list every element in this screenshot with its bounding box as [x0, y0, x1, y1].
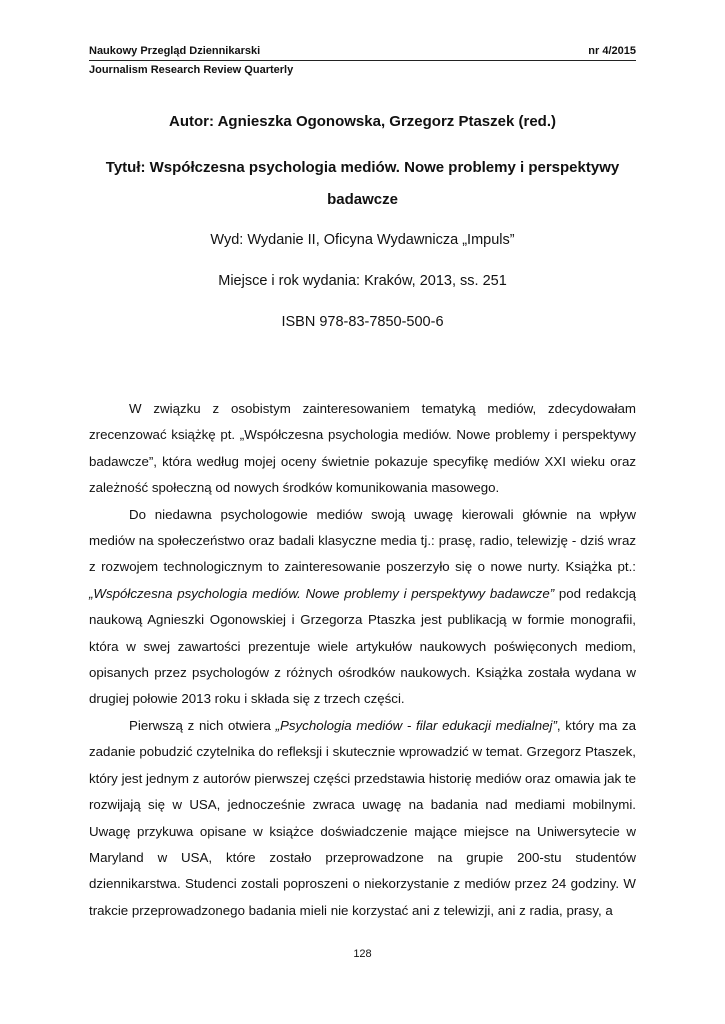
- paragraph-3-chapter-title: „Psychologia mediów - filar edukacji medialnej”: [275, 717, 557, 733]
- book-author: Autor: Agnieszka Ogonowska, Grzegorz Ptaszek (red.): [168, 113, 557, 130]
- book-isbn: ISBN 978-83-7850-500-6: [281, 314, 444, 330]
- paragraph-2: [89, 502, 636, 713]
- paragraph-3-text-a: Pierwszą z nich otwiera: [129, 717, 276, 733]
- paragraph-2-text-a: Do niedawna psychologowie mediów swoją uwagę kierowali głównie na wpływ mediów na społeczeństwo oraz badali klasyczne media tj.: prasę, radio, telewizję - dziś wraz z rozwojem technologicznym to zainteresowanie poszerzyło się o nowe nurty. Książka pt.:: [89, 506, 636, 575]
- book-title: Tytuł: Współczesna psychologia mediów. Nowe problemy i perspektywy badawcze: [105, 159, 620, 208]
- book-place-year: Miejsce i rok wydania: Kraków, 2013, ss. 251: [218, 273, 507, 289]
- paragraph-2-text-b: pod redakcją naukową Agnieszki Ogonowskiej i Grzegorza Ptaszka jest publikacją w formie monografii, która w swej zawartości prezentuje wiele artykułów naukowych poświęconych mediom, opisanych przez psychologów z różnych ośrodków naukowych. Książka została wydana w drugiej połowie 2013 roku i składa się z trzech części.: [89, 585, 636, 707]
- paragraph-1: W związku z osobistym zainteresowaniem tematyką mediów, zdecydowałam zrecenzować książkę pt. „Współczesna psychologia mediów. Nowe problemy i perspektywy badawcze”, która według mojej oceny świetnie pokazuje specyfikę mediów XXI wieku oraz zależność społeczną od nowych środków komunikowania masowego.: [89, 401, 636, 496]
- page-number: 128: [353, 948, 372, 960]
- review-body: [89, 396, 636, 924]
- book-publisher: Wyd: Wydanie II, Oficyna Wydawnicza „Impuls”: [210, 232, 515, 248]
- book-info: [89, 112, 636, 353]
- journal-title-pl: Naukowy Przegląd Dziennikarski: [89, 45, 261, 57]
- journal-title-en: Journalism Research Review Quarterly: [89, 64, 294, 76]
- running-header: [89, 42, 636, 79]
- header-top-row: [89, 42, 636, 61]
- paragraph-3: [89, 713, 636, 924]
- issue-number: nr 4/2015: [588, 45, 636, 57]
- paragraph-3-text-b: , który ma za zadanie pobudzić czytelnika do refleksji i skutecznie wprowadzić w temat. Grzegorz Ptaszek, który jest jednym z autorów pierwszej części przedstawia historię mediów oraz omawia jak te rozwijają się w USA, jednocześnie zwraca uwagę na badania nad mediami mobilnymi. Uwagę przykuwa opisane w książce doświadczenie mające miejsce na Uniwersytecie w Maryland w USA, które zostało przeprowadzone na grupie 200-stu studentów dziennikarstwa. Studenci zostali poproszeni o niekorzystanie z mediów przez 24 godziny. W trakcie przeprowadzonego badania mieli nie korzystać ani z telewizji, ani z radia, prasy, a: [89, 717, 636, 918]
- paragraph-2-book-title: „Współczesna psychologia mediów. Nowe problemy i perspektywy badawcze”: [89, 585, 555, 601]
